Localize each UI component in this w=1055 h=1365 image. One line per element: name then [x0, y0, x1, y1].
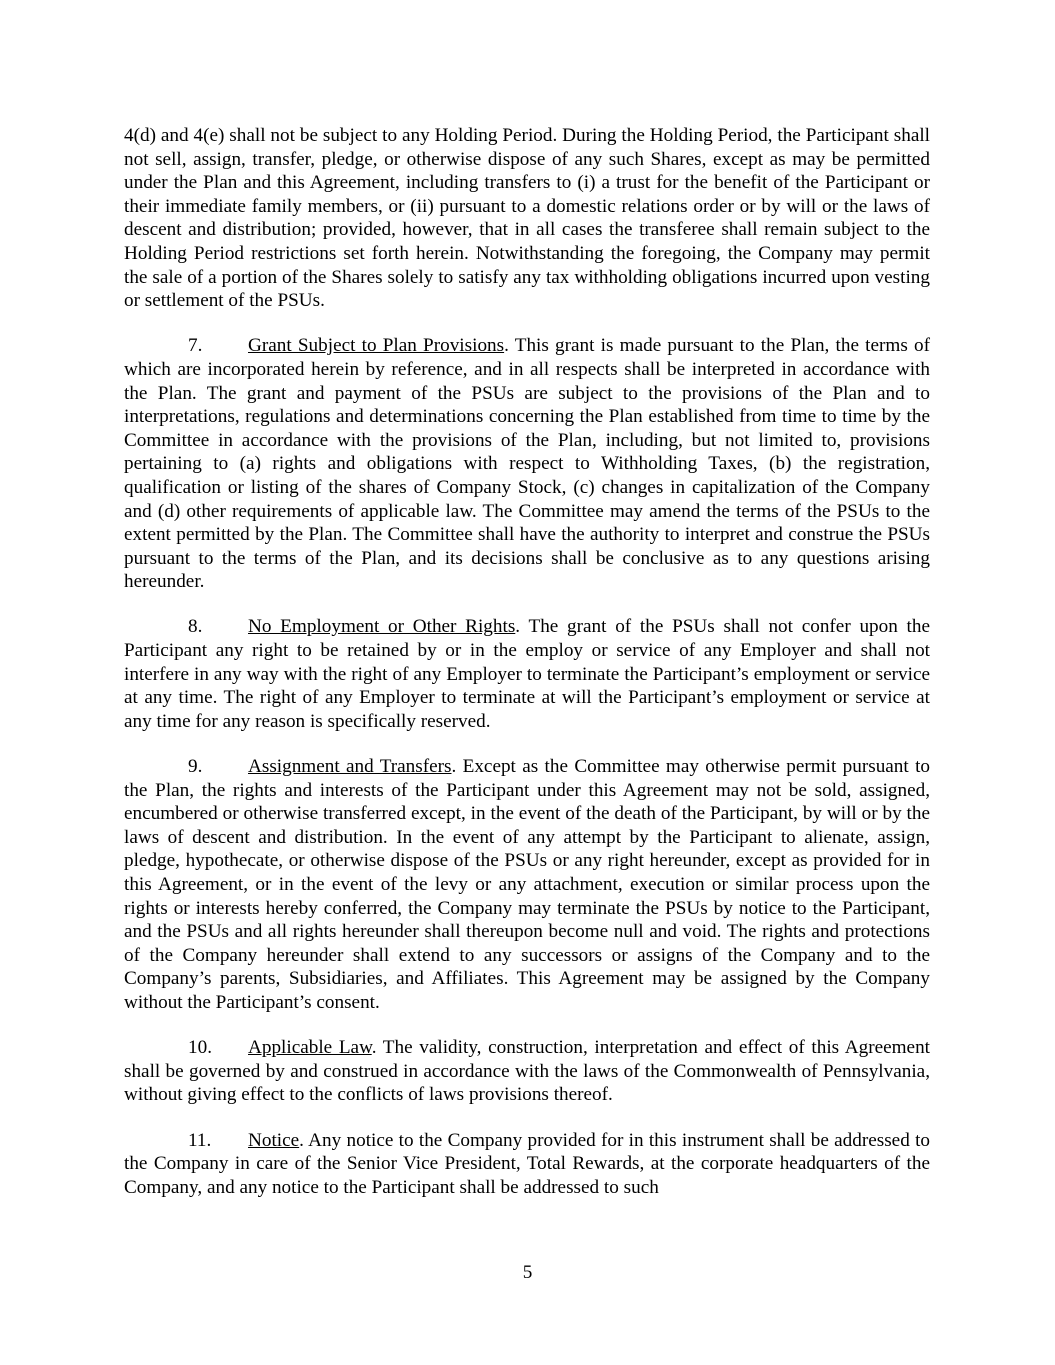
- section-10: [124, 1036, 930, 1107]
- section-11: [124, 1129, 930, 1200]
- section-number: 11.: [188, 1129, 212, 1151]
- section-body: . Except as the Committee may otherwise permit pursuant to the Plan, the rights and interests of the Participant under this Agreement may not be sold, assigned, encumbered or otherwise transferred except, in the event of the death of the Participant, by will or by the laws of descent and distribution. In the event of any attempt by the Participant to alienate, assign, pledge, hypothecate, or otherwise dispose of the PSUs or any right hereunder, except as provided for in this Agreement, or in the event of the levy or any attachment, execution or similar process upon the rights or interests hereby conferred, the Company may terminate the PSUs by notice to the Participant, and the PSUs and all rights hereunder shall thereupon become null and void. The rights and protections of the Company hereunder shall extend to any successors or assigns of the Company and to the Company’s parents, Subsidiaries, and Affiliates. This Agreement may be assigned by the Company without the Participant’s consent.: [124, 756, 930, 1013]
- section-heading: Applicable Law: [248, 1037, 372, 1059]
- section-8: [124, 615, 930, 733]
- section-body: . Any notice to the Company provided for in this instrument shall be addressed to the Company in care of the Senior Vice President, Total Rewards, at the corporate headquarters of the Company, and any notice to the Participant shall be addressed to such: [124, 1129, 930, 1198]
- section-7: [124, 334, 930, 594]
- section-heading: Grant Subject to Plan Provisions: [248, 335, 505, 357]
- page-number: 5: [522, 1262, 533, 1283]
- section-number: 9.: [188, 756, 203, 778]
- section-heading: Assignment and Transfers: [248, 756, 452, 778]
- section-heading: Notice: [248, 1129, 300, 1151]
- section-9: [124, 755, 930, 1015]
- section-number: 10.: [188, 1037, 212, 1059]
- section-body: . The validity, construction, interpretation and effect of this Agreement shall be governed by and construed in accordance with the laws of the Commonwealth of Pennsylvania, without giving effect to the conflicts of laws provisions thereof.: [124, 1037, 930, 1106]
- section-body: . The grant of the PSUs shall not confer upon the Participant any right to be retained by or in the employ or service of any Employer and shall not interfere in any way with the right of any Employer to terminate the Participant’s employment or service at any time. The right of any Employer to terminate at will the Participant’s employment or service at any time for any reason is specifically reserved.: [124, 616, 930, 732]
- section-number: 8.: [188, 616, 203, 638]
- section-body: . This grant is made pursuant to the Plan, the terms of which are incorporated herein by reference, and in all respects shall be interpreted in accordance with the Plan. The grant and payment of the PSUs are subject to the provisions of the Plan and to interpretations, regulations and determinations concerning the Plan established from time to time by the Committee in accordance with the provisions of the Plan, including, but not limited to, provisions pertaining to (a) rights and obligations with respect to Withholding Taxes, (b) the registration, qualification or listing of the shares of Company Stock, (c) changes in capitalization of the Company and (d) other requirements of applicable law. The Committee may amend the terms of the PSUs to the extent permitted by the Plan. The Committee shall have the authority to interpret and construe the PSUs pursuant to the terms of the Plan, and its decisions shall be conclusive as to any questions arising hereunder.: [124, 335, 930, 593]
- section-number: 7.: [188, 335, 203, 357]
- document-body: [124, 124, 930, 1221]
- continued-paragraph: 4(d) and 4(e) shall not be subject to any Holding Period. During the Holding Period, the Participant shall not sell, assign, transfer, pledge, or otherwise dispose of any such Shares, except as may be permitted under the Plan and this Agreement, including transfers to (i) a trust for the benefit of the Participant or their immediate family members, or (ii) pursuant to a domestic relations order or by will or the laws of descent and distribution; provided, however, that in all cases the transferee shall remain subject to the Holding Period restrictions set forth herein. Notwithstanding the foregoing, the Company may permit the sale of a portion of the Shares solely to satisfy any tax withholding obligations incurred upon vesting or settlement of the PSUs.: [124, 125, 930, 312]
- section-heading: No Employment or Other Rights: [248, 616, 516, 638]
